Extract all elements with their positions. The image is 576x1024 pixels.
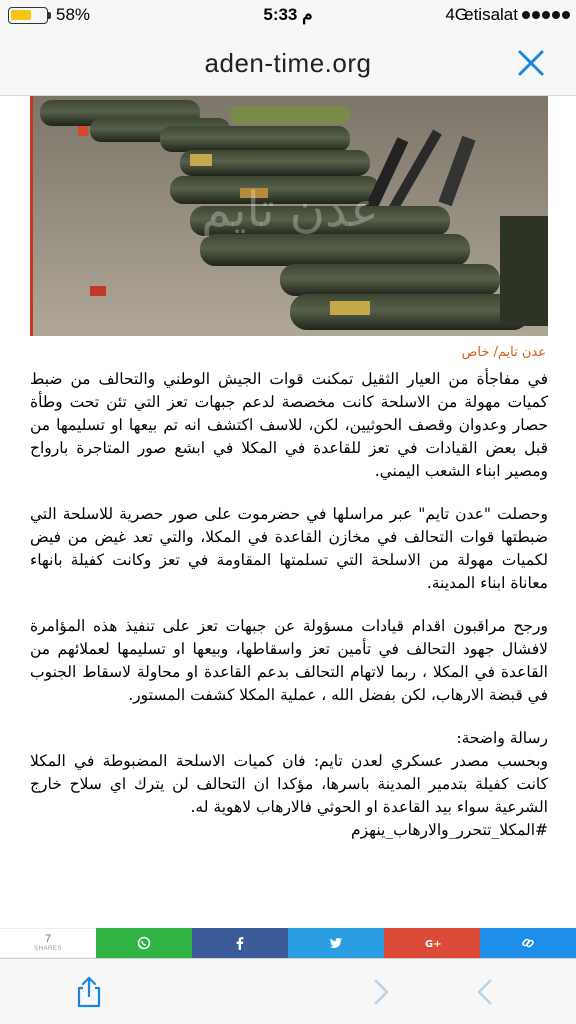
facebook-share-button[interactable] xyxy=(192,928,288,958)
svg-text:G+: G+ xyxy=(425,939,442,950)
google-plus-icon xyxy=(425,936,442,950)
article-source-caption: عدن تايم/ خاص xyxy=(461,345,546,360)
share-icon[interactable] xyxy=(72,975,106,1009)
google-plus-share-button[interactable] xyxy=(384,928,480,958)
browser-toolbar xyxy=(0,958,576,1024)
url-text[interactable]: aden-time.org xyxy=(204,48,372,78)
close-icon[interactable] xyxy=(516,48,546,78)
forward-icon[interactable] xyxy=(364,975,398,1009)
copy-link-button[interactable] xyxy=(480,928,576,958)
battery-percent: 58% xyxy=(56,5,91,24)
article-subheading: رسالة واضحة: xyxy=(456,729,548,747)
signal-strength-icon xyxy=(522,11,570,19)
whatsapp-share-button[interactable] xyxy=(96,928,192,958)
status-bar xyxy=(0,0,576,30)
article-paragraph: وحصلت "عدن تايم" عبر مراسلها في حضرموت على صور حصرية للاسلحة التي ضبطتها قوات التحالف في مخازن القاعدة في المكلا، والتي تعد غيض من فيض لكميات مهولة من الاسلحة التي تسلمتها المقاومة في تعز وكانت كفيلة بانهاء معاناة ابناء المدينة. xyxy=(30,505,548,592)
article-paragraph: ورجح مراقبون اقدام قيادات مسؤولة عن جبهات تعز على تنفيذ هذه المؤامرة لافشال جهود التحالف في تأمين تعز واسقاطها، وبيعها او تسليمها لعملائهم من القاعدة في المكلا ، ربما لاتهام التحالف بدعم القاعدة او محاولة لاسقاط الجنوب في قبضة الارهاب، لكن بفضل الله ، عملية المكلا كشفت المستور. xyxy=(30,617,548,704)
article-body xyxy=(30,368,548,842)
share-count xyxy=(0,928,96,958)
carrier-name: etisalat xyxy=(464,5,518,24)
network-type: 4G xyxy=(445,5,468,24)
link-icon xyxy=(521,936,535,950)
facebook-icon xyxy=(233,936,247,950)
article-paragraph: في مفاجأة من العيار الثقيل تمكنت قوات الجيش الوطني والتحالف من ضبط كميات مهولة من الاسلحة كانت مخصصة لدعم جبهات تعز التي تئن تحت وطأة حصار وعدوان وقصف الحوثيين، لكن، للاسف اكتشف انه تم بيعها او تسليمها من قبل بعض القيادات في تعز للقاعدة في المكلا في ابشع صور المتاجرة بارواح ومصير ابناء الشعب اليمني. xyxy=(30,370,548,480)
article-hashtag[interactable]: #المكلا_تتحرر_والارهاب_ينهزم xyxy=(351,821,548,839)
share-bar xyxy=(0,928,576,958)
back-icon[interactable] xyxy=(468,975,502,1009)
article-photo xyxy=(30,96,548,336)
clock: 5:33 م xyxy=(263,5,313,24)
browser-url-bar xyxy=(0,30,576,96)
svg-text:عدن تايم: عدن تايم xyxy=(201,182,379,238)
article-paragraph: وبحسب مصدر عسكري لعدن تايم: فان كميات الاسلحة المضبوطة في المكلا كانت كفيلة بتدمير المدينة باسرها، مؤكدا ان التحالف لن يترك اي سلاح خارج الشرعية سواء بيد القاعدة او الحوثي فالارهاب لاهوية له. xyxy=(30,752,548,816)
twitter-icon xyxy=(329,936,343,950)
whatsapp-icon xyxy=(137,936,151,950)
share-count-label: SHARES xyxy=(34,946,62,952)
twitter-share-button[interactable] xyxy=(288,928,384,958)
share-count-number: 7 xyxy=(44,933,52,945)
